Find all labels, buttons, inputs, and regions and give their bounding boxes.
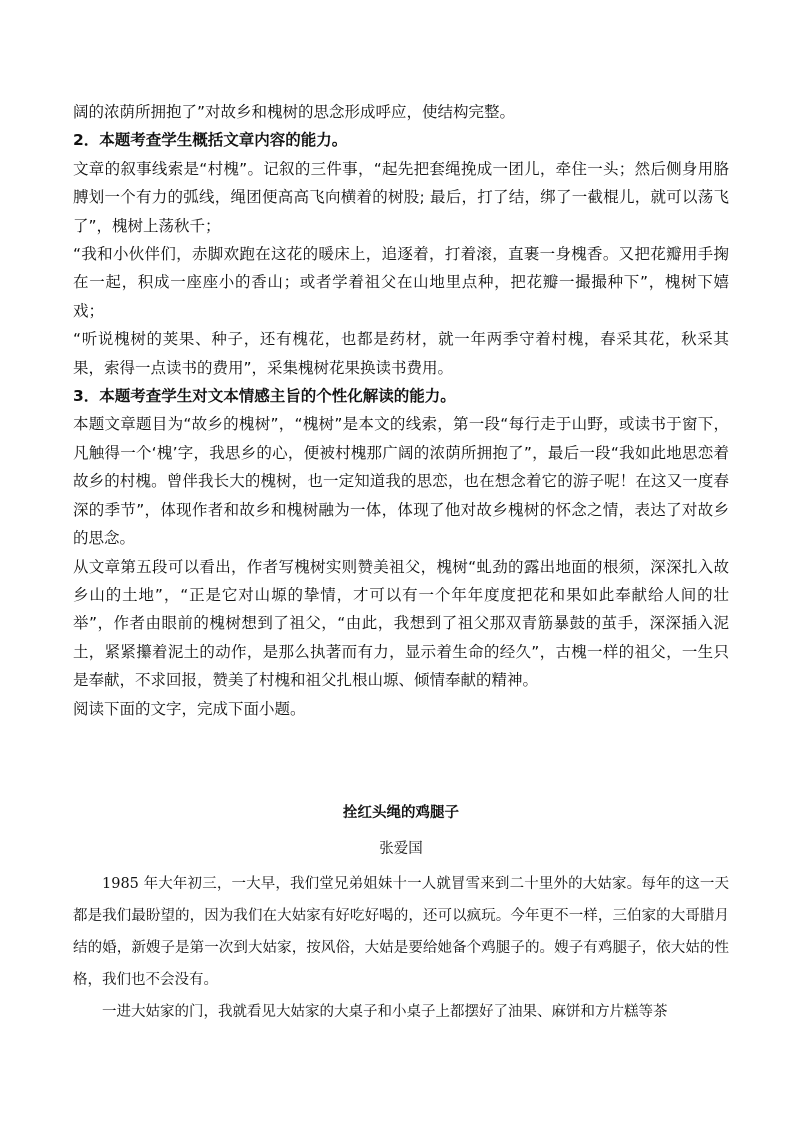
passage-paragraph: 1985 年大年初三，一大早，我们堂兄弟姐妹十一人就冒雪来到二十里外的大姑家。每年的这一天都是我们最盼望的，因为我们在大姑家有好吃好喝的，还可以疯玩。今年更不一样，三伯家的大哥腊月结的婚，新嫂子是第一次到大姑家，按风俗，大姑是要给她备个鸡腿子的。嫂子有鸡腿子，依大姑的性格，我们也不会没有。: [73, 876, 729, 988]
passage-paragraph: 一进大姑家的门，我就看见大姑家的大桌子和小桌子上都摆好了油果、麻饼和方片糕等茶: [102, 1004, 668, 1020]
question-2-heading: 2．本题考查学生概括文章内容的能力。: [73, 131, 348, 150]
answer-analysis: [73, 98, 729, 723]
answer-paragraph: “听说槐树的荚果、种子，还有槐花，也都是药材，就一年两季守着村槐，春采其花，秋采其果，索得一点读书的费用”，采集槐树花果换读书费用。: [73, 330, 729, 377]
answer-paragraph: 文章的叙事线索是“村槐”。记叙的三件事，“起先把套绳挽成一团儿，牵住一头；然后侧身用胳膊划一个有力的弧线，绳团便高高飞向横着的树股; 最后，打了结，绑了一截棍儿，就可以荡飞了”，槐树上荡秋千；: [73, 159, 729, 235]
reading-passage: [73, 800, 729, 1028]
question-3-heading: 3．本题考查学生对文本情感主旨的个性化解读的能力。: [73, 387, 456, 406]
passage-author: 张爱国: [379, 841, 423, 857]
reading-instruction: 阅读下面的文字，完成下面小题。: [73, 699, 306, 718]
answer-paragraph: 本题文章题目为“故乡的槐树”，“槐树”是本文的线索，第一段“每行走于山野，或读书于窗下，凡触得一个‘槐’字，我思乡的心，便被村槐那广阔的浓荫所拥抱了”，最后一段“我如此地思恋着故乡的村槐。曾伴我长大的槐树，也一定知道我的思恋，也在想念着它的游子呢！在这又一度春深的季节”，体现作者和故乡和槐树融为一体，体现了他对故乡槐树的怀念之情，表达了对故乡的思念。: [73, 415, 729, 548]
answer-paragraph: “我和小伙伴们，赤脚欢跑在这花的暖床上，追逐着，打着滚，直裹一身槐香。又把花瓣用手掬在一起，积成一座座小的香山；或者学着祖父在山地里点种，把花瓣一撮撮种下”，槐树下嬉戏；: [73, 245, 729, 320]
answer-paragraph: 从文章第五段可以看出，作者写槐树实则赞美祖父，槐树“虬劲的露出地面的根须，深深扎入故乡山的土地”，“正是它对山塬的挚情，才可以有一个年年度度把花和果如此奉献给人间的壮举”，作者由眼前的槐树想到了祖父，“由此，我想到了祖父那双青筋暴鼓的茧手，深深插入泥土，紧紧攥着泥土的动作，是那么执著而有力，显示着生命的经久”，古槐一样的祖父，一生只是奉献，不求回报，赞美了村槐和祖父扎根山塬、倾情奉献的精神。: [73, 557, 729, 690]
passage-title: 拴红头绳的鸡腿子: [343, 804, 459, 821]
answer-paragraph: 阔的浓荫所拥抱了”对故乡和槐树的思念形成呼应，使结构完整。: [73, 103, 516, 121]
